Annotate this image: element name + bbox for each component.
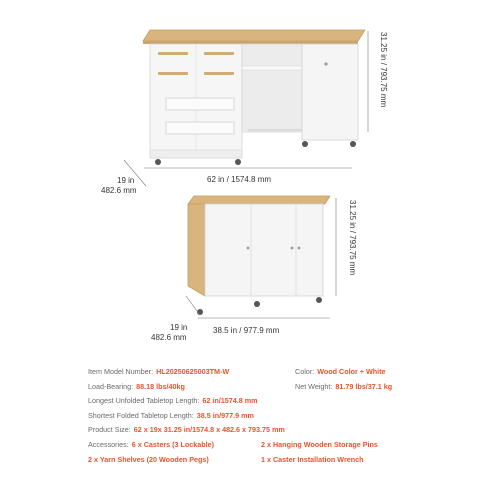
size-label: Product Size: <box>88 425 131 435</box>
unfolded-tabletop-edge <box>143 41 358 44</box>
folded-length-label: Shortest Folded Tabletop Length: <box>88 410 194 420</box>
spec-row-folded <box>88 409 448 424</box>
unfolded-table <box>124 30 368 186</box>
load-value: 88.18 lbs/40kg <box>136 381 185 391</box>
folded-length-value: 38.5 in/977.9 mm <box>196 410 254 420</box>
folded-tabletop <box>188 196 330 204</box>
spec-row-accessories <box>88 438 448 453</box>
weight-value: 81.79 lbs/37.1 kg <box>335 381 393 391</box>
spec-row-size <box>88 423 448 438</box>
unfolded-length-label: Longest Unfolded Tabletop Length: <box>88 396 200 406</box>
folded-leaf <box>188 204 205 296</box>
folded-table <box>186 196 336 318</box>
folded-casters <box>197 297 322 315</box>
unfolded-height-label: 31.25 in / 793.75 mm <box>379 32 388 108</box>
spec-row-unfolded <box>88 394 448 409</box>
unfolded-depth-in-label: 19 in <box>117 176 135 185</box>
yarn-shelf-lower <box>166 122 234 134</box>
model-label: Item Model Number: <box>88 367 154 376</box>
spec-row-load-weight <box>88 380 448 395</box>
folded-depth-mm-label: 482.6 mm <box>151 333 187 342</box>
accessory-wrench: 1 x Caster Installation Wrench <box>261 454 364 464</box>
load-label: Load-Bearing: <box>88 381 134 391</box>
folded-width-label: 38.5 in / 977.9 mm <box>213 326 280 335</box>
spec-sheet <box>88 365 448 467</box>
folded-height-label: 31.25 in / 793.75 mm <box>348 200 357 276</box>
color-value: Wood Color + White <box>317 367 386 376</box>
unfolded-width-label: 62 in / 1574.8 mm <box>207 175 272 184</box>
color-label: Color: <box>295 367 315 376</box>
accessory-casters: 6 x Casters (3 Lockable) <box>131 439 215 449</box>
weight-label: Net Weight: <box>295 381 333 391</box>
unfolded-depth-mm-label: 482.6 mm <box>101 186 137 195</box>
folded-depth-in-label: 19 in <box>170 323 188 332</box>
accessories-label: Accessories: <box>88 439 129 449</box>
accessory-yarn-shelves: 2 x Yarn Shelves (20 Wooden Pegs) <box>88 454 209 464</box>
size-value: 62 x 19x 31.25 in/1574.8 x 482.6 x 793.75 mm <box>133 425 285 435</box>
middle-open-shelf <box>242 44 302 132</box>
yarn-shelf-upper <box>166 98 234 110</box>
folded-cabinet-body <box>205 204 323 296</box>
model-value: HL20250625003TM-W <box>156 367 230 376</box>
unfolded-tabletop <box>143 30 365 41</box>
spec-row-accessories-2 <box>88 453 448 468</box>
spec-row-model-color <box>88 365 448 380</box>
right-cabinet <box>302 44 358 140</box>
unfolded-length-value: 62 in/1574.8 mm <box>202 396 258 406</box>
accessory-storage-pins: 2 x Hanging Wooden Storage Pins <box>261 439 378 449</box>
